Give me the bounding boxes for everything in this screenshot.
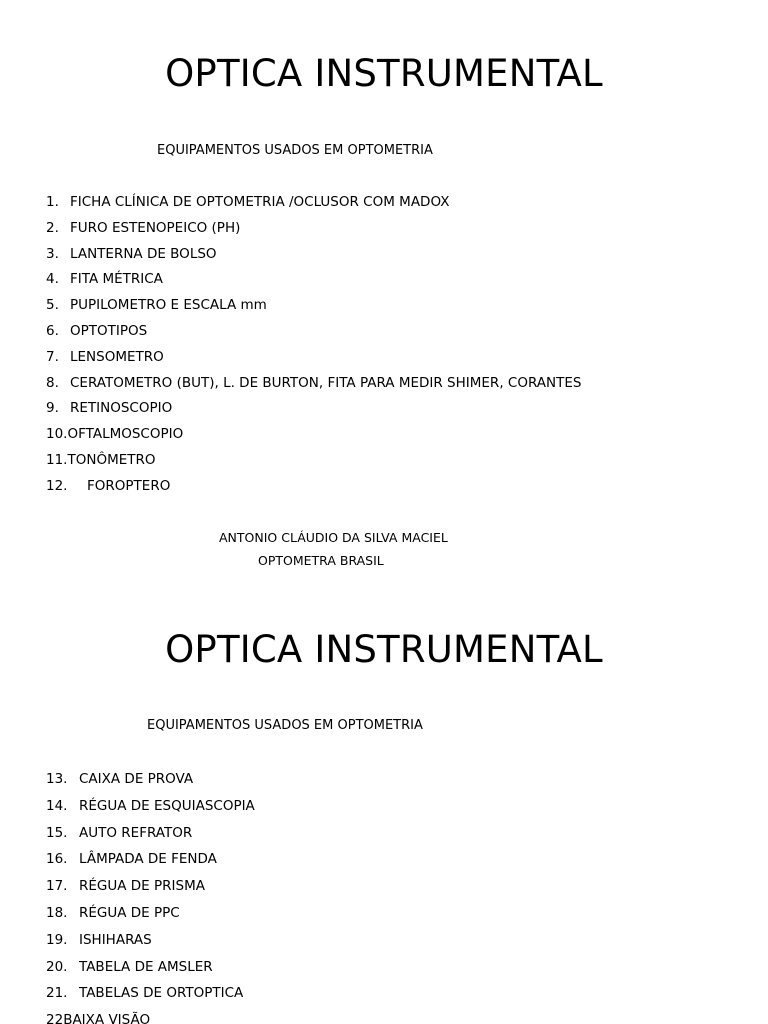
item-number: 18. [46,904,68,921]
item-number: 21. [46,985,68,1002]
item-number: 11. [46,451,68,468]
item-text: ISHIHARAS [79,931,152,948]
item-number: 9. [46,400,59,417]
item-number: 4. [46,271,59,288]
slide-title: OPTICA INSTRUMENTAL [165,628,603,671]
list-item [46,1010,255,1024]
item-text: OPTOTIPOS [70,322,148,339]
item-text: RETINOSCOPIO [70,400,173,417]
list-item [46,476,581,502]
item-number: 12. [46,477,68,494]
list-item [46,957,255,984]
item-number: 6. [46,322,59,339]
item-text: FOROPTERO [87,477,171,494]
item-number: 13. [46,771,68,787]
item-number: 20. [46,958,68,975]
item-text: CAIXA DE PROVA [79,771,194,787]
list-item [46,903,255,930]
item-text: AUTO REFRATOR [79,824,193,841]
equipment-list [46,769,255,1024]
list-item [46,823,255,850]
list-item [46,295,581,321]
item-number: 2. [46,219,59,236]
item-text: RÉGUA DE PPC [79,904,180,921]
item-number: 3. [46,245,59,262]
item-number: 19. [46,931,68,948]
item-text: RÉGUA DE PRISMA [79,878,205,895]
list-item [46,244,581,270]
item-text: CERATOMETRO (BUT), L. DE BURTON, FITA PARA MEDIR SHIMER, CORANTES [70,374,582,391]
item-text: LÂMPADA DE FENDA [79,851,217,868]
item-text: RÉGUA DE ESQUIASCOPIA [79,797,255,814]
item-text: FITA MÉTRICA [70,271,163,288]
list-item [46,876,255,903]
slide-title: OPTICA INSTRUMENTAL [165,52,603,95]
item-number: 10. [46,426,68,443]
list-item [46,218,581,244]
item-number: 17. [46,878,68,895]
item-text: FURO ESTENOPEICO (PH) [70,219,241,236]
list-item [46,983,255,1010]
list-item [46,796,255,823]
list-item [46,424,581,450]
item-number: 14. [46,797,68,814]
item-text: BAIXA VISÃO [63,1012,151,1024]
item-number: 1. [46,194,59,210]
item-text: LANTERNA DE BOLSO [70,245,217,262]
item-number: 22 [46,1012,64,1024]
item-number: 16. [46,851,68,868]
author-name: ANTONIO CLÁUDIO DA SILVA MACIEL [219,530,448,545]
list-item [46,769,255,796]
list-item [46,321,581,347]
item-number: 15. [46,824,68,841]
equipment-list [46,192,581,502]
item-text: PUPILOMETRO E ESCALA mm [70,297,267,314]
slide-subtitle: EQUIPAMENTOS USADOS EM OPTOMETRIA [157,143,433,158]
item-text: TABELAS DE ORTOPTICA [79,985,244,1002]
item-number: 5. [46,297,59,314]
author-organization: OPTOMETRA BRASIL [258,553,384,568]
list-item [46,398,581,424]
item-text: TONÔMETRO [67,451,156,468]
item-text: TABELA DE AMSLER [79,958,213,975]
item-text: OFTALMOSCOPIO [67,426,184,443]
list-item [46,192,581,218]
item-number: 7. [46,348,59,365]
slide-subtitle: EQUIPAMENTOS USADOS EM OPTOMETRIA [147,718,423,733]
list-item [46,930,255,957]
list-item [46,373,581,399]
list-item [46,450,581,476]
item-text: LENSOMETRO [70,348,164,365]
item-text: FICHA CLÍNICA DE OPTOMETRIA /OCLUSOR COM MADOX [70,194,450,210]
item-number: 8. [46,374,59,391]
list-item [46,347,581,373]
slide-2 [0,576,768,1024]
list-item [46,849,255,876]
list-item [46,269,581,295]
